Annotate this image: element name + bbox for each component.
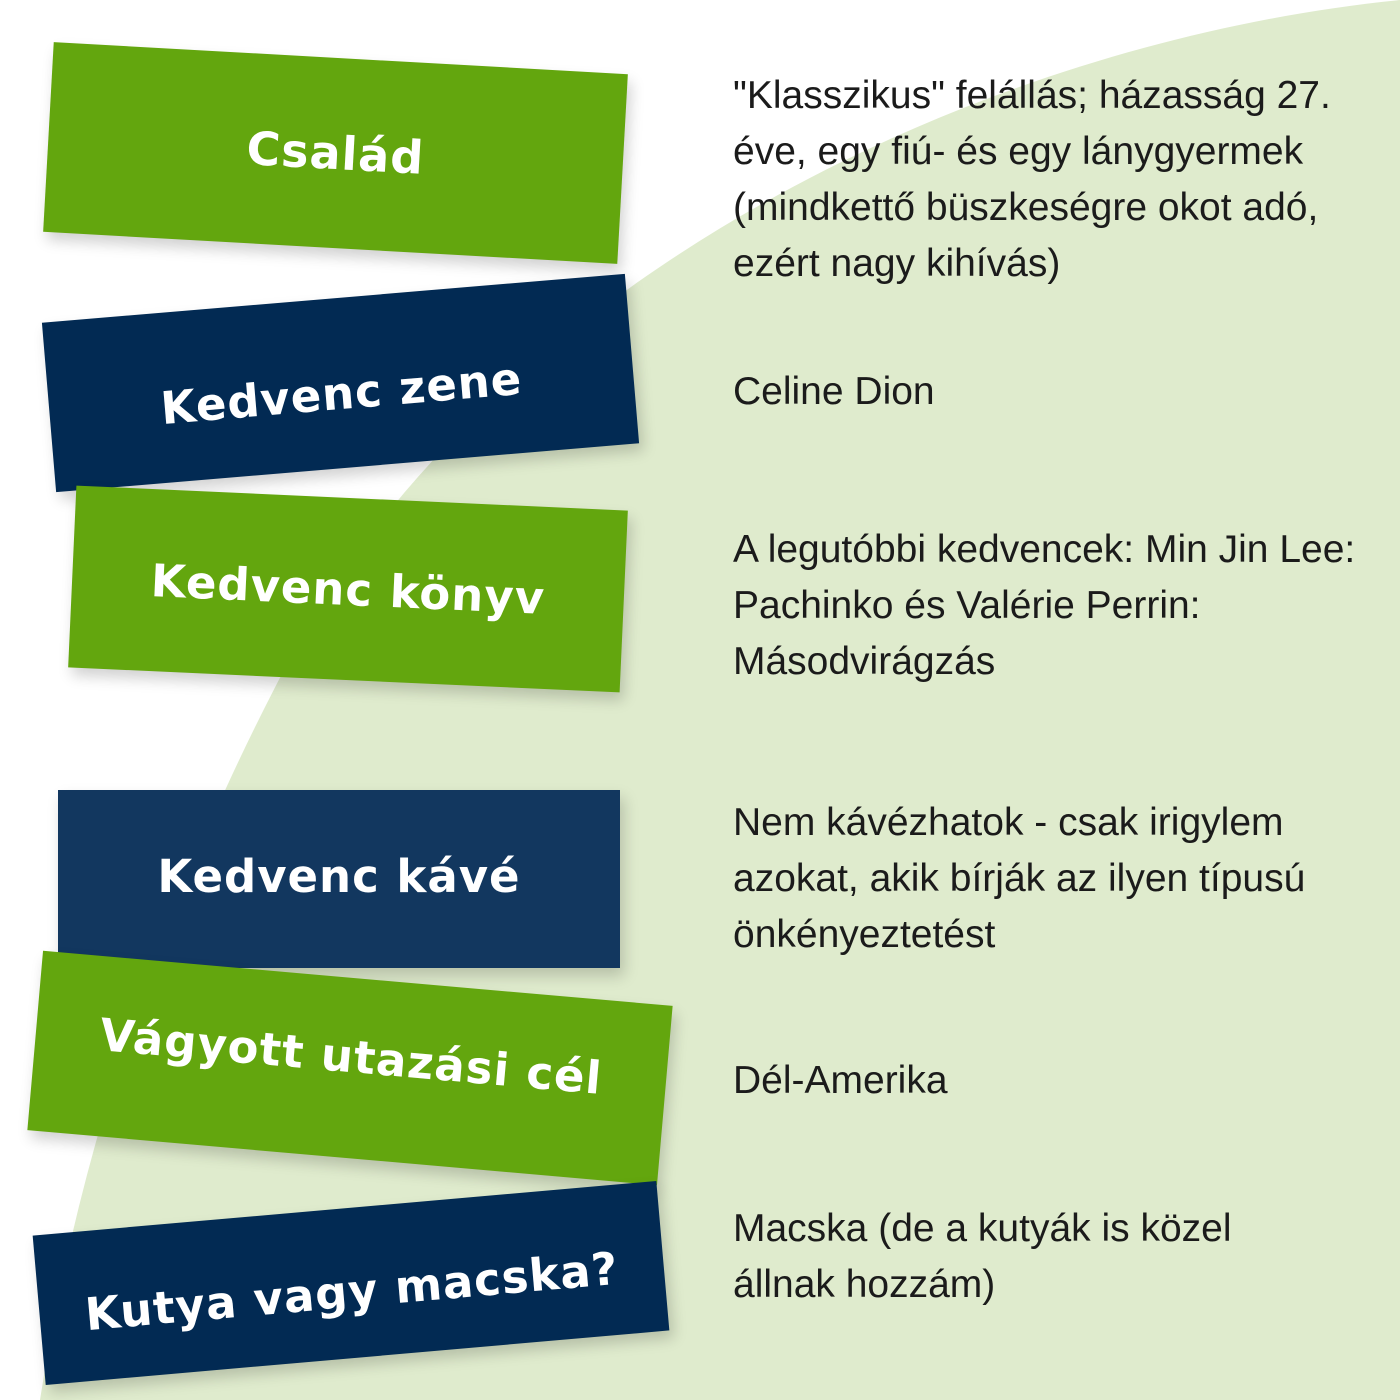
label-family-text: Család <box>245 121 426 185</box>
label-coffee <box>58 790 620 968</box>
label-book <box>68 486 628 693</box>
answer-family: "Klasszikus" felállás; házasság 27. éve, egy fiú- és egy lánygyermek (mindkettő büszkeségre okot adó, ezért nagy kihívás) <box>733 74 1331 285</box>
label-book-text: Kedvenc könyv <box>149 553 547 625</box>
label-travel-text: Vágyott utazási cél <box>97 1007 605 1105</box>
answer-pet: Macska (de a kutyák is közel állnak hozzám) <box>733 1207 1232 1306</box>
answer-music: Celine Dion <box>733 370 935 413</box>
label-music-text: Kedvenc zene <box>158 351 525 435</box>
label-family <box>43 42 628 264</box>
label-coffee-text: Kedvenc kávé <box>157 849 521 903</box>
answer-book: A legutóbbi kedvencek: Min Jin Lee: Pachinko és Valérie Perrin: Másodvirágzás <box>733 528 1356 683</box>
label-pet-text: Kutya vagy macska? <box>82 1241 621 1341</box>
answer-coffee: Nem kávézhatok - csak irigylem azokat, akik bírják az ilyen típusú önkényeztetést <box>733 801 1306 956</box>
answer-travel: Dél-Amerika <box>733 1059 948 1102</box>
